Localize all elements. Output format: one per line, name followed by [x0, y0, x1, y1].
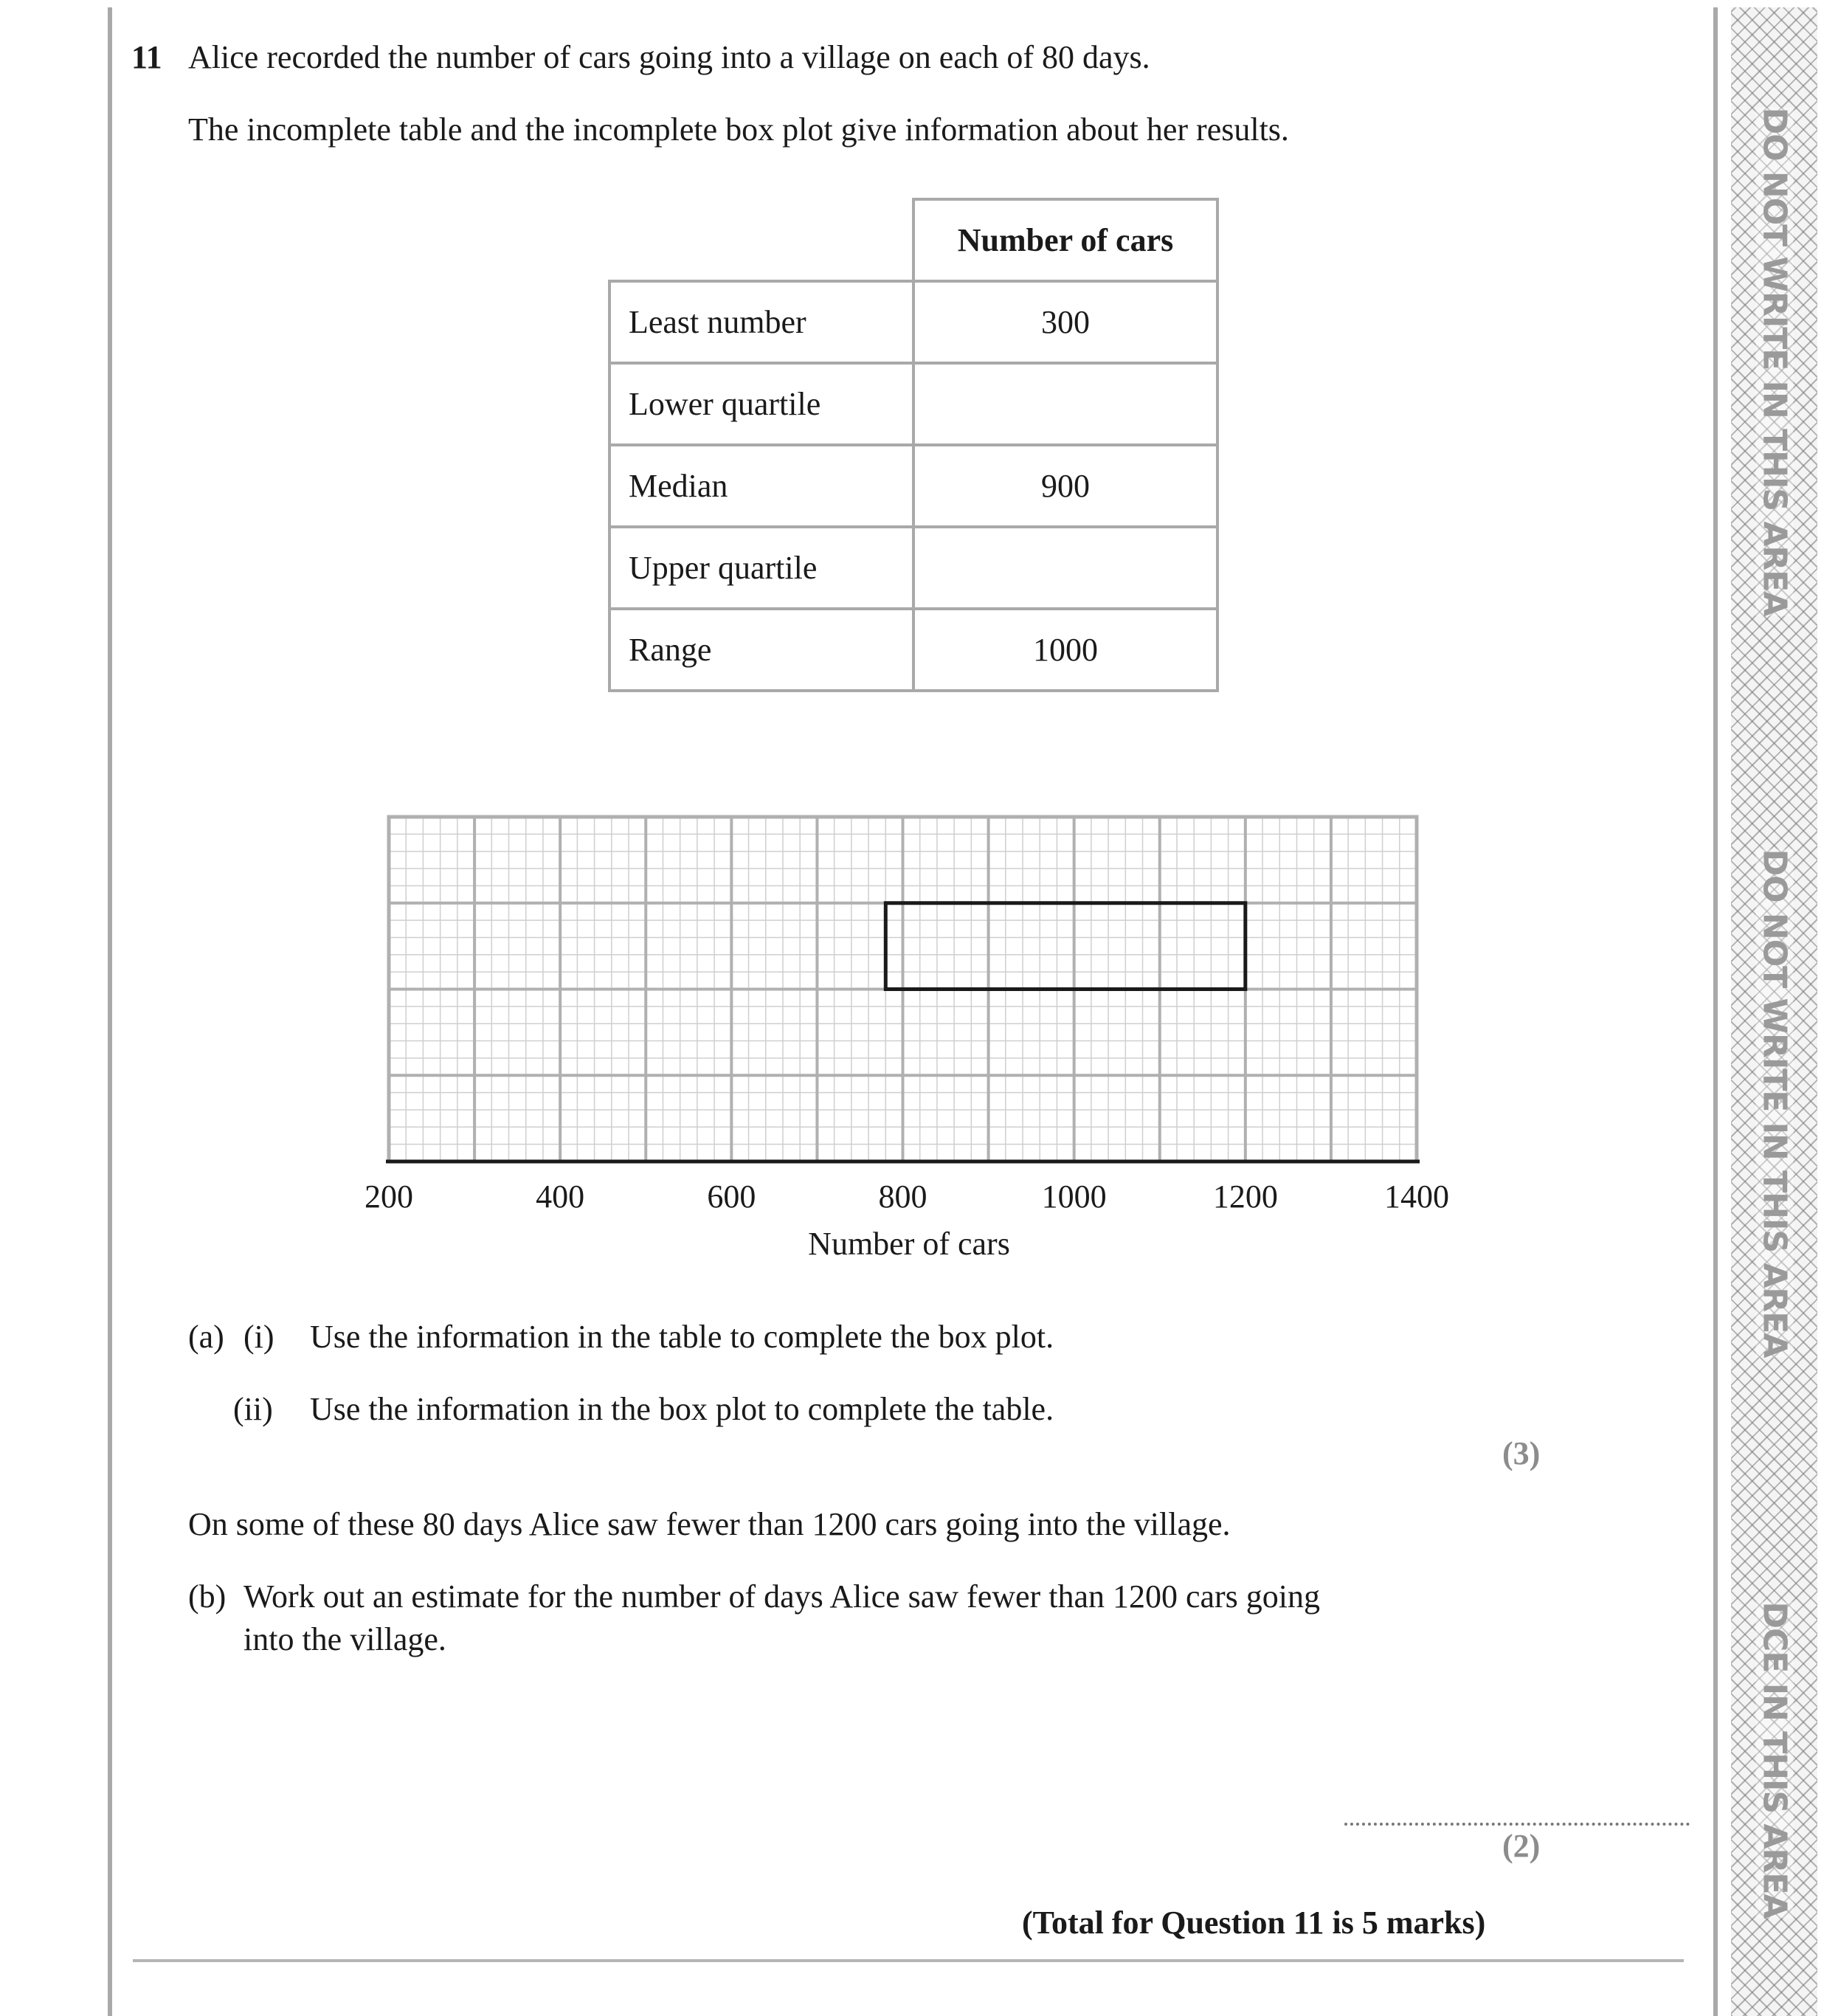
- table-header: Number of cars: [913, 199, 1217, 281]
- question-number: 11: [131, 39, 162, 75]
- question-intro-line1: Alice recorded the number of cars going into a village on each of 80 days.: [188, 39, 1150, 75]
- part-b-label: (b): [188, 1578, 227, 1615]
- answer-line[interactable]: [1344, 1823, 1690, 1826]
- part-b-text-line2: into the village.: [243, 1621, 446, 1657]
- margin-warning-1: DO NOT WRITE IN THIS AREA: [1755, 107, 1794, 616]
- box-plot-box: [885, 903, 1246, 990]
- part-a-label: (a): [188, 1319, 224, 1355]
- margin-warning-3: DCE IN THIS AREA: [1755, 1601, 1794, 1919]
- x-tick-label: 200: [365, 1178, 413, 1215]
- row-label: Upper quartile: [609, 527, 913, 609]
- row-label: Least number: [609, 281, 913, 363]
- part-b-context: On some of these 80 days Alice saw fewer than 1200 cars going into the village.: [188, 1506, 1231, 1542]
- margin-warning-2: DO NOT WRITE IN THIS AREA: [1755, 849, 1794, 1358]
- x-tick-label: 600: [707, 1178, 756, 1215]
- row-label: Median: [609, 445, 913, 527]
- part-a-i-label: (i): [243, 1319, 274, 1355]
- x-tick-label: 800: [878, 1178, 927, 1215]
- part-a-ii-text: Use the information in the box plot to complete the table.: [310, 1391, 1054, 1427]
- row-label: Range: [609, 609, 913, 691]
- row-value: 300: [913, 281, 1217, 363]
- row-value: 900: [913, 445, 1217, 527]
- row-value: 1000: [913, 609, 1217, 691]
- x-tick-label: 1000: [1041, 1178, 1107, 1215]
- part-a-marks: (3): [1502, 1435, 1541, 1471]
- part-b-text-line1: Work out an estimate for the number of days Alice saw fewer than 1200 cars going: [243, 1578, 1321, 1615]
- x-tick-label: 1200: [1212, 1178, 1278, 1215]
- part-b-marks: (2): [1502, 1828, 1541, 1864]
- x-tick-label: 400: [536, 1178, 585, 1215]
- question-total: (Total for Question 11 is 5 marks): [1022, 1905, 1486, 1941]
- x-axis-title: Number of cars: [808, 1226, 1010, 1262]
- x-tick-label: 1400: [1384, 1178, 1449, 1215]
- row-label: Lower quartile: [609, 363, 913, 445]
- part-a-ii-label: (ii): [233, 1391, 273, 1427]
- question-intro-line2: The incomplete table and the incomplete box plot give information about her results.: [188, 111, 1289, 148]
- bottom-rule: [133, 1959, 1684, 1962]
- x-tick-labels: [365, 1178, 1449, 1215]
- part-a-i-text: Use the information in the table to complete the box plot.: [310, 1319, 1054, 1355]
